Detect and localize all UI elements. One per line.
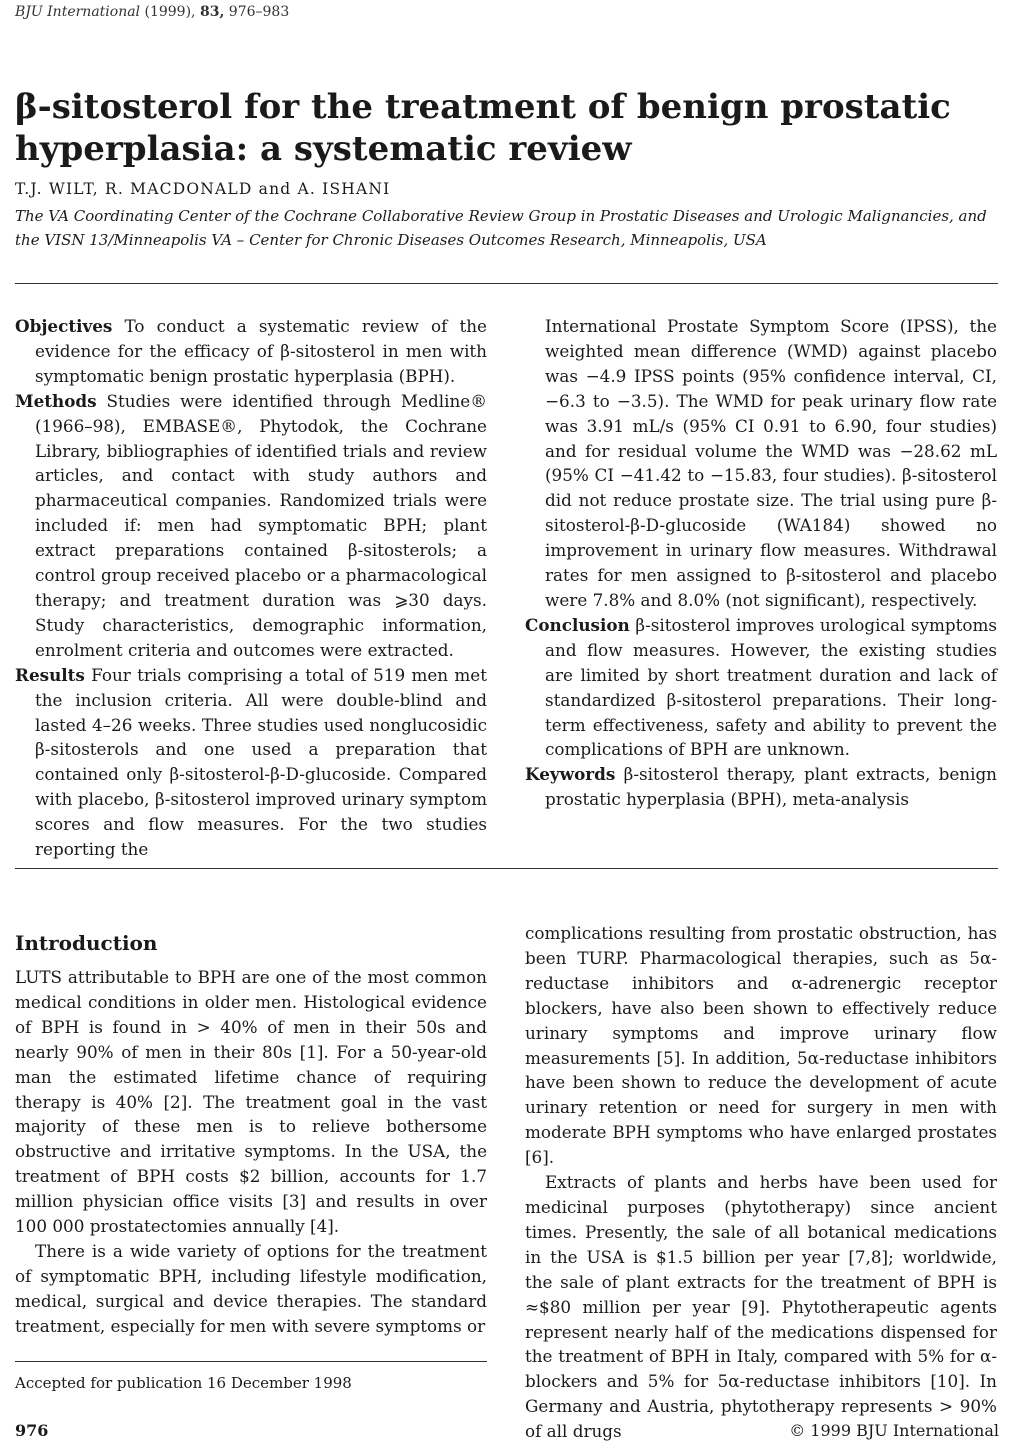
abstract-results xyxy=(15,663,487,862)
objectives-label: Objectives xyxy=(15,316,113,336)
abstract-right-column xyxy=(525,314,997,812)
page-number: 976 xyxy=(15,1421,49,1440)
article-affiliation: The VA Coordinating Center of the Cochrane Collaborative Review Group in Prostatic Diseases and Urologic Malignancies, and the VISN 13/Minneapolis VA – Center for Chronic Diseases Outcomes Research, Minneapolis, USA xyxy=(15,207,987,249)
abstract-methods xyxy=(15,389,487,663)
introduction-paragraph-2: There is a wide variety of options for the treatment of symptomatic BPH, including lifestyle modification, medical, surgical and device therapies. The standard treatment, especially for men with severe symptoms or xyxy=(15,1240,487,1336)
abstract-results-continued xyxy=(525,314,997,613)
results-label: Results xyxy=(15,664,85,685)
body-left-column xyxy=(15,930,487,1339)
body-right-column xyxy=(525,921,997,1444)
article-title: β-sitosterol for the treatment of benign prostatic hyperplasia: a systematic review xyxy=(15,87,951,169)
journal-citation xyxy=(15,4,289,20)
introduction-paragraph-3: Extracts of plants and herbs have been used for medicinal purposes (phytotherapy) since ancient times. Presently, the sale of all botanical medications in the USA is $1.5 billion per year [7,8]; worldwide, the sale of plant extracts for the treatment of BPH is ≈$80 million per year [9]. Phytotherapeutic agents represent nearly half of the medications dispensed for the treatment of BPH in Italy, compared with 5% for α-blockers and 5% for 5α-reductase inhibitors [10]. In Germany and Austria, phytotherapy represents > 90% of all drugs xyxy=(525,1172,997,1442)
keywords-text: β-sitosterol therapy, plant extracts, benign prostatic hyperplasia (BPH), meta-analysis xyxy=(545,764,997,810)
methods-text: Studies were identified through Medline® (1966–98), EMBASE®, Phytodok, the Cochrane Library, bibliographies of identified trials and review articles, and contact with study authors and pharmaceutical companies. Randomized trials were included if: men had symptomatic BPH; plant extract preparations contained β-sitosterols; a control group received placebo or a pharmacological therapy; and treatment duration was ⩾30 days. Study characteristics, demographic information, enrolment criteria and outcomes were extracted. xyxy=(35,390,487,660)
abstract-top-rule xyxy=(15,283,998,284)
journal-name: BJU International xyxy=(15,4,141,20)
keywords-label: Keywords xyxy=(525,764,616,785)
abstract-objectives xyxy=(15,314,487,389)
journal-pages: 976–983 xyxy=(228,4,290,20)
results-continued-text: International Prostate Symptom Score (IPSS), the weighted mean difference (WMD) against placebo was −4.9 IPSS points (95% confidence interval, CI, −6.3 to −3.5). The WMD for peak urinary flow rate was 3.91 mL/s (95% CI 0.91 to 6.90, four studies) and for residual volume the WMD was −28.62 mL (95% CI −41.42 to −15.83, four studies). β-sitosterol did not reduce prostate size. The trial using pure β-sitosterol-β-D-glucoside (WA184) showed no improvement in urinary flow measures. Withdrawal rates for men assigned to β-sitosterol and placebo were 7.8% and 8.0% (not significant), respectively. xyxy=(545,316,997,610)
journal-year: (1999), xyxy=(144,4,196,20)
introduction-heading: Introduction xyxy=(15,931,158,955)
objectives-text: To conduct a systematic review of the evidence for the efficacy of β-sitosterol in men with symptomatic benign prostatic hyperplasia (BPH). xyxy=(35,316,487,386)
footnote-rule xyxy=(15,1361,487,1362)
introduction-paragraph-1: LUTS attributable to BPH are one of the most common medical conditions in older men. Histological evidence of BPH is found in > 40% of men in their 50s and nearly 90% of men in their 80s [1]. For a 50-year-old man the estimated lifetime chance of requiring therapy is 40% [2]. The treatment goal in the vast majority of these men is to relieve bothersome obstructive and irritative symptoms. In the USA, the treatment of BPH costs $2 billion, accounts for 1.7 million physician office visits [3] and results in over 100 000 prostatectomies annually [4]. xyxy=(15,967,487,1237)
copyright-notice: © 1999 BJU International xyxy=(789,1421,999,1440)
journal-volume: 83, xyxy=(199,4,225,20)
conclusion-label: Conclusion xyxy=(525,614,630,635)
methods-label: Methods xyxy=(15,390,97,411)
conclusion-text: β-sitosterol improves urological symptoms and flow measures. However, the existing studies are limited by short treatment duration and lack of standardized β-sitosterol preparations. Their long-term effectiveness, safety and ability to prevent the complications of BPH are unknown. xyxy=(545,614,997,760)
abstract-conclusion xyxy=(525,613,997,762)
abstract-keywords xyxy=(525,762,997,812)
results-text: Four trials comprising a total of 519 men met the inclusion criteria. All were double-blind and lasted 4–26 weeks. Three studies used nonglucosidic β-sitosterols and one used a preparation that contained only β-sitosterol-β-D-glucoside. Compared with placebo, β-sitosterol improved urinary symptom scores and flow measures. For the two studies reporting the xyxy=(35,664,487,860)
acceptance-footnote: Accepted for publication 16 December 1998 xyxy=(15,1374,352,1392)
article-authors: T.J. WILT, R. MACDONALD and A. ISHANI xyxy=(15,180,391,198)
abstract-left-column xyxy=(15,314,487,862)
abstract-bottom-rule xyxy=(15,868,998,869)
introduction-paragraph-2-continued: complications resulting from prostatic obstruction, has been TURP. Pharmacological therapies, such as 5α-reductase inhibitors and α-adrenergic receptor blockers, have also been shown to effectively reduce urinary symptoms and improve urinary flow measurements [5]. In addition, 5α-reductase inhibitors have been shown to reduce the development of acute urinary retention or need for surgery in men with moderate BPH symptoms who have enlarged prostates [6]. xyxy=(525,923,997,1168)
